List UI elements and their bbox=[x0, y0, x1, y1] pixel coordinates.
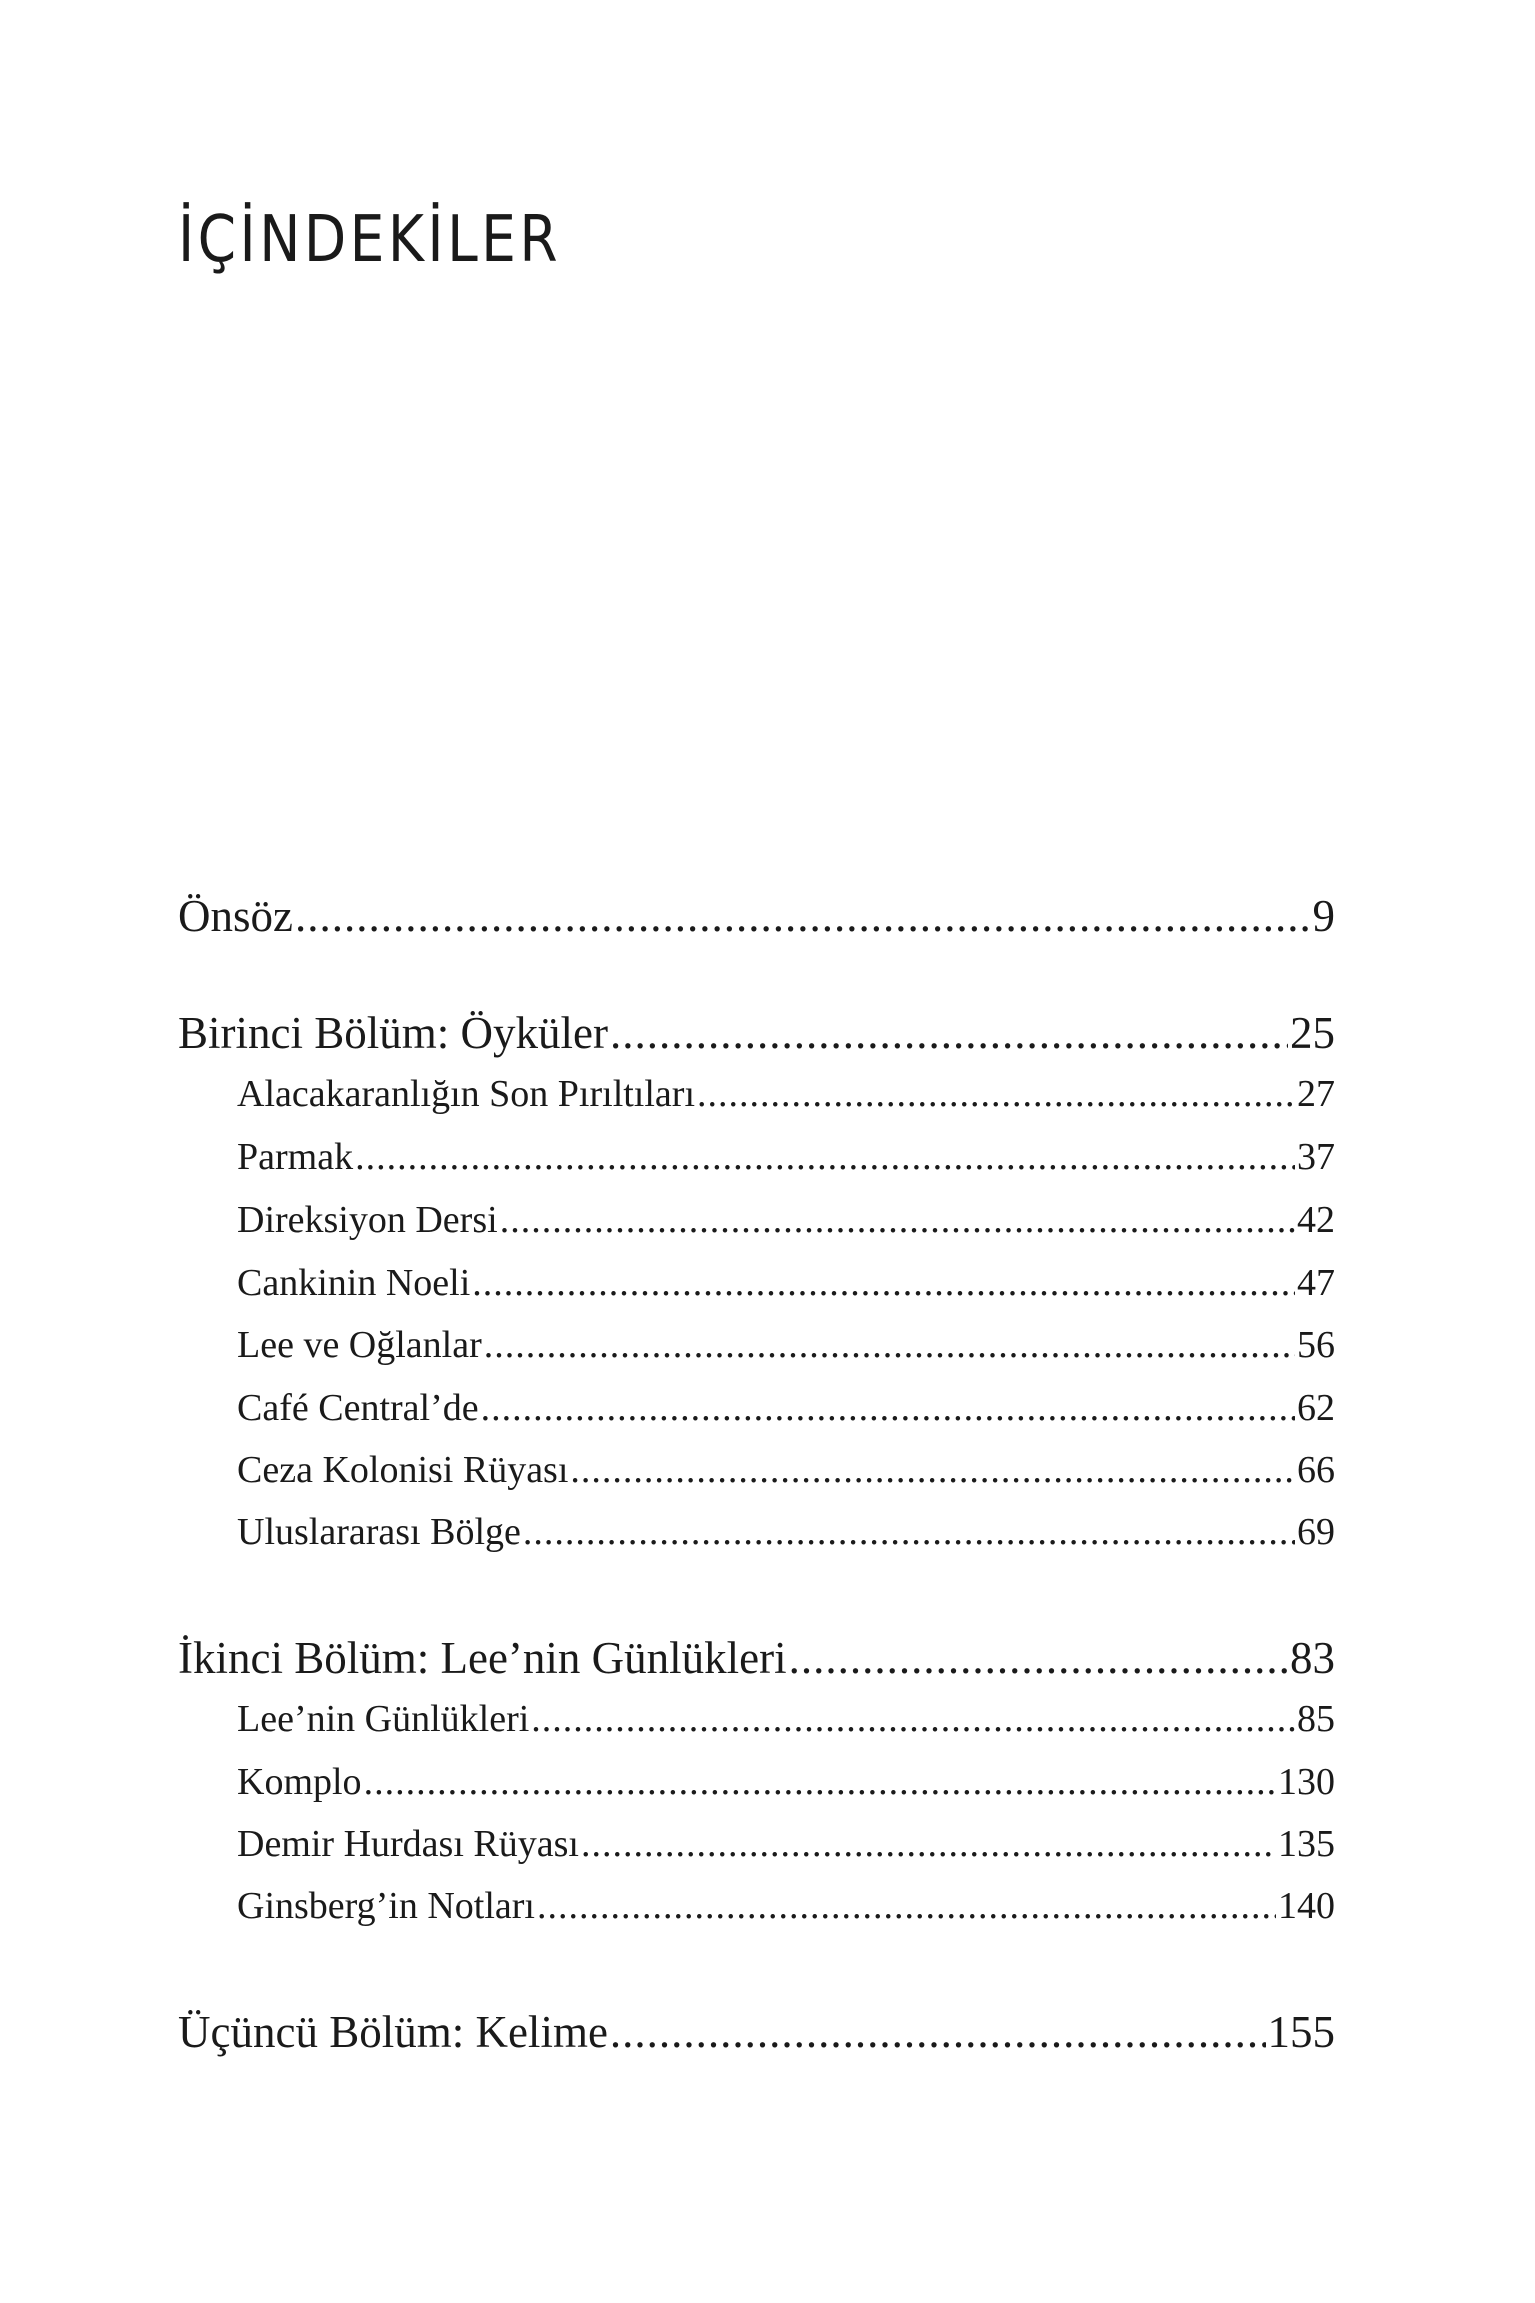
toc-entry-title: Ginsberg’in Notları bbox=[237, 1885, 535, 1927]
toc-entry-page: 47 bbox=[1297, 1262, 1335, 1304]
toc-entry-title: Önsöz bbox=[178, 891, 293, 941]
dot-leader bbox=[610, 1007, 1288, 1059]
toc-entry bbox=[178, 1760, 1335, 1816]
toc-entry-title: Birinci Bölüm: Öyküler bbox=[178, 1008, 608, 1058]
toc-entry-title: Alacakaranlığın Son Pırıltıları bbox=[237, 1073, 696, 1115]
toc-entry-page: 25 bbox=[1290, 1008, 1335, 1058]
toc-entry bbox=[178, 1386, 1335, 1442]
dot-leader bbox=[697, 1072, 1295, 1116]
toc-entry-page: 85 bbox=[1297, 1698, 1335, 1740]
toc-entry-page: 140 bbox=[1278, 1885, 1335, 1927]
toc-entry bbox=[178, 1697, 1335, 1753]
toc-entry-title: Ceza Kolonisi Rüyası bbox=[237, 1449, 569, 1491]
dot-leader bbox=[484, 1323, 1295, 1367]
toc-entry bbox=[178, 1822, 1335, 1878]
toc-entry bbox=[178, 1632, 1335, 1688]
toc-entry-title: Lee’nin Günlükleri bbox=[237, 1698, 530, 1740]
dot-leader bbox=[523, 1510, 1295, 1554]
toc-entry-page: 83 bbox=[1290, 1633, 1335, 1683]
toc-entry bbox=[178, 1261, 1335, 1317]
dot-leader bbox=[531, 1697, 1295, 1741]
toc-entry-page: 42 bbox=[1297, 1199, 1335, 1241]
dot-leader bbox=[570, 1448, 1295, 1492]
toc-entry-title: Uluslararası Bölge bbox=[237, 1511, 521, 1553]
toc-entry bbox=[178, 1198, 1335, 1254]
toc-entry bbox=[178, 1135, 1335, 1191]
toc-entry-page: 66 bbox=[1297, 1449, 1335, 1491]
toc-entry bbox=[178, 1510, 1335, 1566]
toc-entry-title: Demir Hurdası Rüyası bbox=[237, 1823, 579, 1865]
dot-leader bbox=[789, 1632, 1288, 1684]
dot-leader bbox=[581, 1822, 1276, 1866]
toc-entry-page: 62 bbox=[1297, 1387, 1335, 1429]
toc-entry-page: 135 bbox=[1278, 1823, 1335, 1865]
page-title: İÇİNDEKİLER bbox=[178, 203, 562, 277]
dot-leader bbox=[537, 1884, 1276, 1928]
dot-leader bbox=[481, 1386, 1295, 1430]
toc-entry bbox=[178, 1007, 1335, 1063]
toc-entry bbox=[178, 890, 1335, 946]
toc-entry-page: 69 bbox=[1297, 1511, 1335, 1553]
toc-entry-title: Lee ve Oğlanlar bbox=[237, 1324, 482, 1366]
toc-entry-title: Cankinin Noeli bbox=[237, 1262, 471, 1304]
toc-entry-page: 27 bbox=[1297, 1073, 1335, 1115]
toc-entry-title: Komplo bbox=[237, 1761, 362, 1803]
toc-entry-title: İkinci Bölüm: Lee’nin Günlükleri bbox=[178, 1633, 787, 1683]
toc-entry-page: 130 bbox=[1278, 1761, 1335, 1803]
toc-entry bbox=[178, 1323, 1335, 1379]
toc-entry bbox=[178, 1072, 1335, 1128]
toc-entry-page: 37 bbox=[1297, 1136, 1335, 1178]
toc-entry-page: 155 bbox=[1267, 2007, 1335, 2057]
dot-leader bbox=[355, 1135, 1295, 1179]
dot-leader bbox=[472, 1261, 1295, 1305]
toc-entry-title: Üçüncü Bölüm: Kelime bbox=[178, 2007, 608, 2057]
dot-leader bbox=[364, 1760, 1276, 1804]
toc-entry bbox=[178, 1448, 1335, 1504]
toc-entry-title: Café Central’de bbox=[237, 1387, 479, 1429]
toc-entry-title: Direksiyon Dersi bbox=[237, 1199, 498, 1241]
toc-entry bbox=[178, 2006, 1335, 2062]
dot-leader bbox=[500, 1198, 1295, 1242]
toc-entry-page: 56 bbox=[1297, 1324, 1335, 1366]
toc-entry bbox=[178, 1884, 1335, 1940]
dot-leader bbox=[295, 890, 1311, 942]
dot-leader bbox=[610, 2006, 1266, 2058]
toc-entry-title: Parmak bbox=[237, 1136, 354, 1178]
toc-entry-page: 9 bbox=[1312, 891, 1335, 941]
